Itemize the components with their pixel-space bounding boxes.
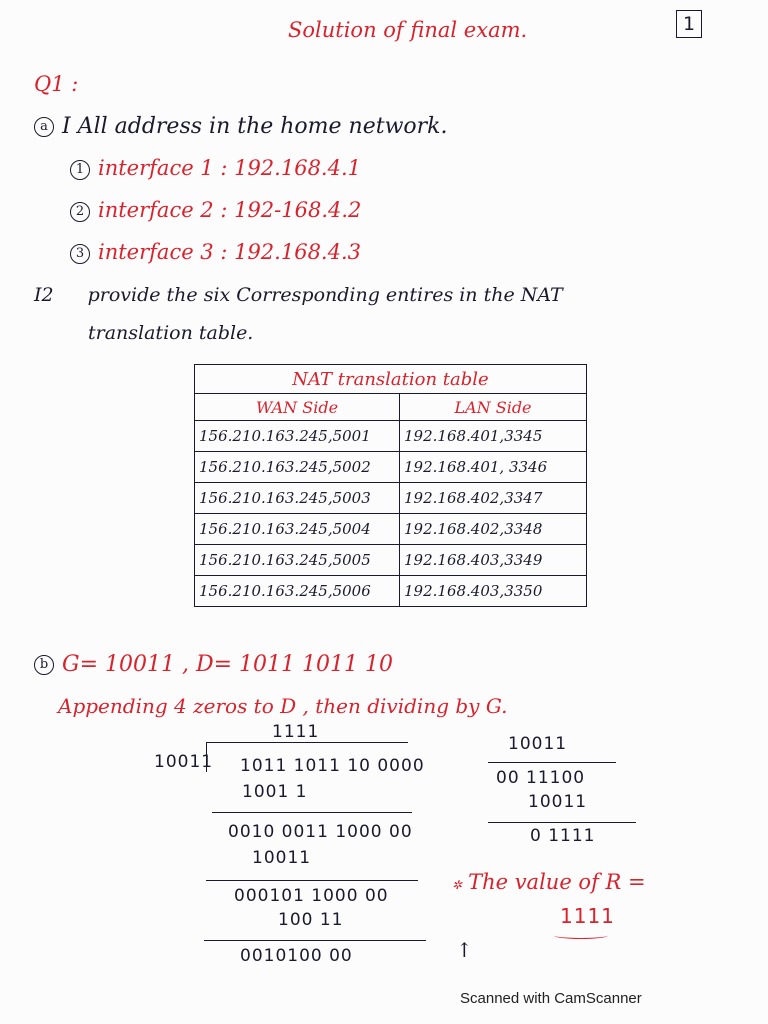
- wan-cell: 156.210.163.245,5003: [195, 483, 400, 514]
- wan-cell: 156.210.163.245,5001: [195, 421, 400, 452]
- sub-question-2-line2: translation table.: [88, 322, 254, 344]
- part-b-instruction: Appending 4 zeros to D , then dividing by G.: [58, 694, 508, 718]
- division-step: 000101 1000 00: [234, 886, 389, 906]
- side-calc-step: 0 1111: [530, 826, 596, 846]
- division-step: 0010100 00: [240, 946, 353, 966]
- lan-cell: 192.168.403,3349: [400, 545, 587, 576]
- lan-side-header: LAN Side: [400, 394, 587, 421]
- wan-cell: 156.210.163.245,5004: [195, 514, 400, 545]
- scanner-watermark: Scanned with CamScanner: [460, 990, 642, 1007]
- result-value: 1111: [560, 904, 615, 928]
- part-b-marker: b: [34, 655, 54, 675]
- interface-line: [70, 156, 361, 180]
- up-arrow-icon: ↑: [456, 938, 473, 962]
- sub-question-2-line1: provide the six Corresponding entires in the NAT: [87, 284, 563, 306]
- lan-cell: 192.168.402,3347: [400, 483, 587, 514]
- division-step: 10011: [252, 848, 312, 868]
- part-a-heading-text: I All address in the home network.: [62, 114, 448, 139]
- division-dividend: 1011 1011 10 0000: [240, 756, 425, 776]
- division-step: 100 11: [278, 910, 344, 930]
- part-b-given-text: G= 10011 , D= 1011 1011 10: [62, 652, 393, 677]
- lan-cell: 192.168.401, 3346: [400, 452, 587, 483]
- wan-cell: 156.210.163.245,5005: [195, 545, 400, 576]
- part-a-marker: a: [34, 117, 54, 137]
- division-step: 1001 1: [242, 782, 308, 802]
- table-row: [195, 421, 587, 452]
- lan-cell: 192.168.402,3348: [400, 514, 587, 545]
- subtraction-line: [488, 822, 636, 823]
- table-row: [195, 483, 587, 514]
- side-calc-step: 10011: [508, 734, 568, 754]
- result-label: [452, 870, 646, 894]
- lan-cell: 192.168.401,3345: [400, 421, 587, 452]
- nat-table-caption: NAT translation table: [195, 365, 587, 394]
- underline-squiggle: [554, 932, 608, 939]
- subtraction-line: [488, 762, 616, 763]
- sub-question-2-marker: I2: [34, 284, 54, 306]
- table-row: [195, 514, 587, 545]
- table-row: [195, 576, 587, 607]
- interface-text: interface 2 : 192-168.4.2: [98, 198, 362, 222]
- division-divisor: 10011: [154, 752, 214, 772]
- wan-cell: 156.210.163.245,5002: [195, 452, 400, 483]
- division-step: 0010 0011 1000 00: [228, 822, 413, 842]
- interface-line: [70, 198, 361, 222]
- interface-line: [70, 240, 361, 264]
- side-calc-step: 00 11100: [496, 768, 586, 788]
- interface-number-marker: 2: [70, 202, 90, 222]
- table-row: [195, 452, 587, 483]
- side-calc-step: 10011: [528, 792, 588, 812]
- page-title: Solution of final exam.: [288, 18, 528, 42]
- division-quotient: 1111: [272, 722, 320, 742]
- bullet-icon: ✲: [452, 878, 463, 892]
- table-row: [195, 545, 587, 576]
- interface-number-marker: 1: [70, 160, 90, 180]
- part-a-heading: [34, 114, 447, 139]
- nat-translation-table: [194, 364, 587, 607]
- division-bar: [206, 742, 408, 743]
- question-label: Q1 :: [34, 72, 79, 96]
- subtraction-line: [212, 812, 412, 813]
- sub-question-2: [34, 284, 563, 306]
- subtraction-line: [206, 880, 418, 881]
- subtraction-line: [204, 940, 426, 941]
- page-number-box: 1: [676, 10, 702, 38]
- result-label-text: The value of R =: [468, 870, 646, 894]
- wan-cell: 156.210.163.245,5006: [195, 576, 400, 607]
- lan-cell: 192.168.403,3350: [400, 576, 587, 607]
- interface-number-marker: 3: [70, 244, 90, 264]
- wan-side-header: WAN Side: [195, 394, 400, 421]
- interface-text: interface 3 : 192.168.4.3: [98, 240, 362, 264]
- interface-text: interface 1 : 192.168.4.1: [98, 156, 362, 180]
- part-b-given: [34, 652, 393, 677]
